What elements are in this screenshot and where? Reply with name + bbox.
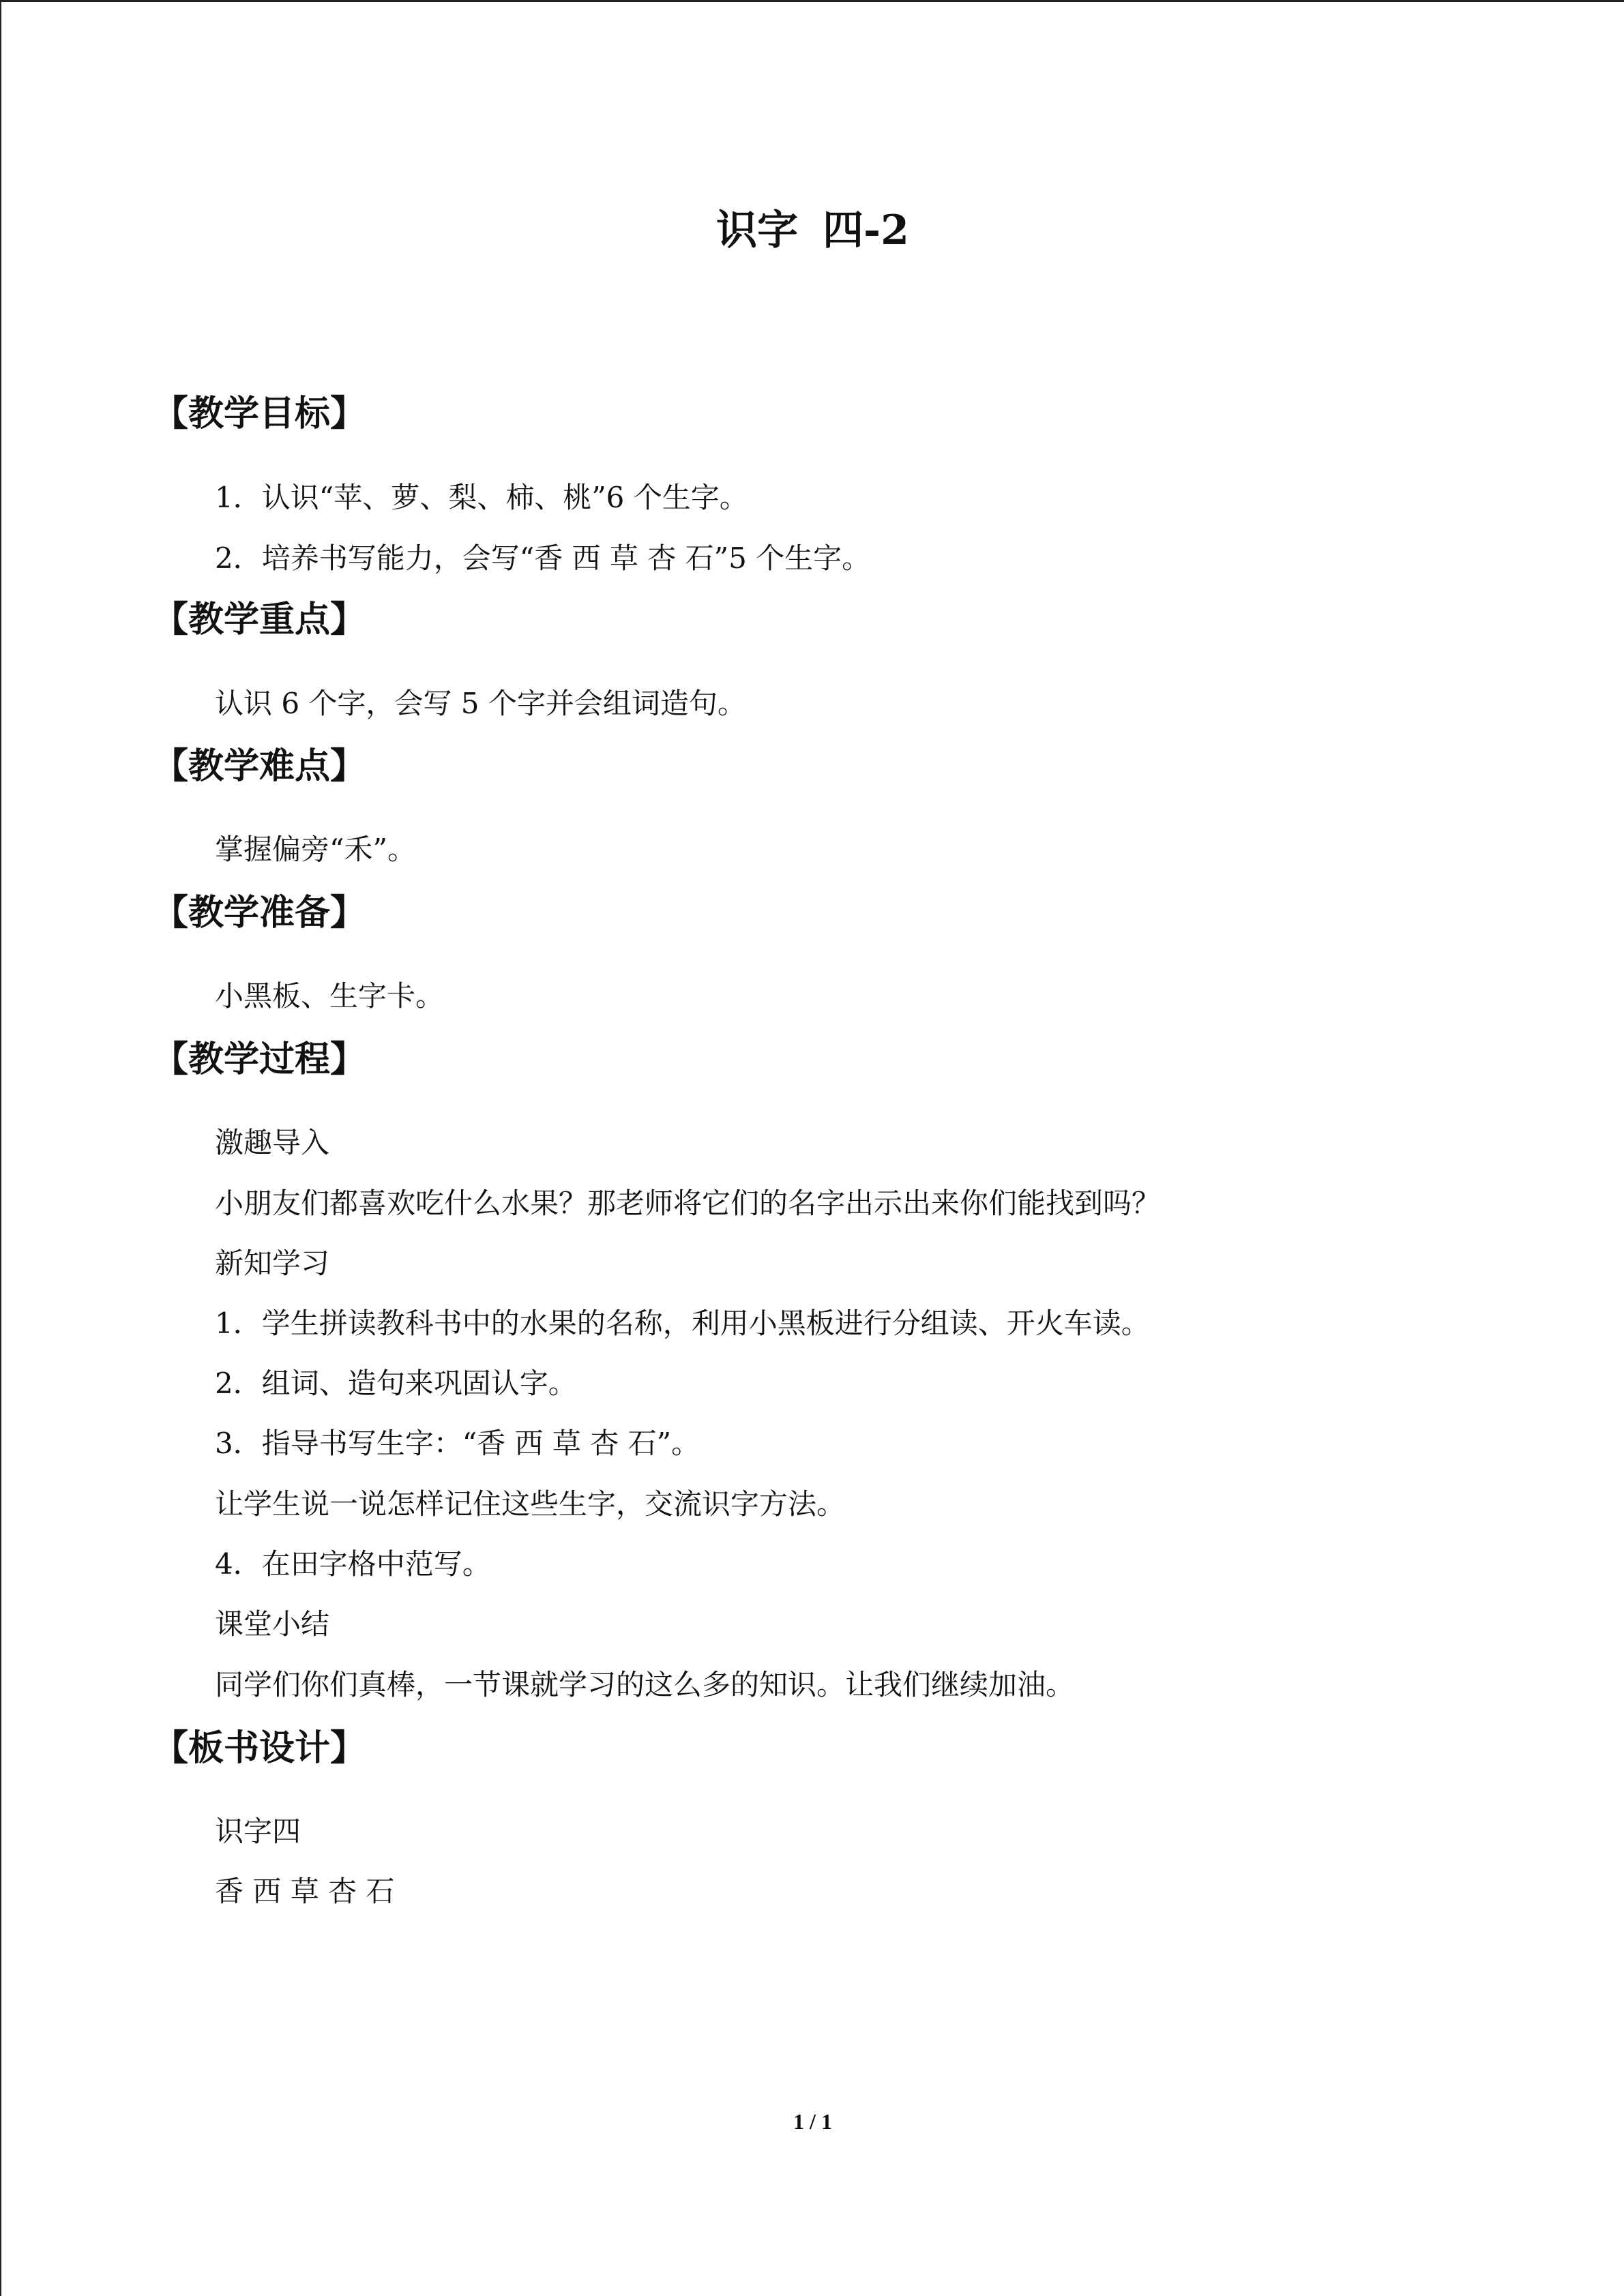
process-line-6: 3．指导书写生字：“香 西 草 杏 石”。 [215, 1427, 700, 1460]
process-line-10: 同学们你们真棒，一节课就学习的这么多的知识。让我们继续加油。 [215, 1668, 1075, 1701]
process-line-8: 4．在田字格中范写。 [215, 1547, 491, 1581]
title-sub: 四-2 [823, 207, 909, 254]
board-line-2: 香 西 草 杏 石 [215, 1875, 395, 1908]
heading-difficulties: 【教学难点】 [153, 746, 366, 787]
preparation-line-1: 小黑板、生字卡。 [215, 979, 445, 1013]
board-line-1: 识字四 [215, 1815, 301, 1848]
heading-process: 【教学过程】 [153, 1039, 366, 1080]
objective-line-1: 1．认识“苹、萝、梨、柿、桃”6 个生字。 [215, 481, 748, 514]
page-number: 1 / 1 [793, 2109, 832, 2134]
heading-key-points: 【教学重点】 [153, 599, 366, 640]
process-line-7: 让学生说一说怎样记住这些生字，交流识字方法。 [215, 1487, 846, 1521]
process-line-9: 课堂小结 [215, 1607, 330, 1641]
process-line-1: 激趣导入 [215, 1126, 330, 1159]
page-title [1, 207, 1624, 254]
title-main: 识字 [716, 207, 799, 254]
process-line-3: 新知学习 [215, 1247, 330, 1280]
key-points-line-1: 认识 6 个字，会写 5 个字并会组词造句。 [215, 687, 746, 720]
objective-line-2: 2．培养书写能力，会写“香 西 草 杏 石”5 个生字。 [215, 541, 871, 575]
process-line-4: 1．学生拼读教科书中的水果的名称，利用小黑板进行分组读、开火车读。 [215, 1307, 1150, 1340]
heading-preparation: 【教学准备】 [153, 893, 366, 934]
heading-objectives: 【教学目标】 [153, 393, 366, 434]
difficulties-line-1: 掌握偏旁“禾”。 [215, 833, 416, 866]
process-line-5: 2．组词、造句来巩固认字。 [215, 1367, 577, 1400]
heading-board: 【板书设计】 [153, 1728, 366, 1769]
process-line-2: 小朋友们都喜欢吃什么水果？那老师将它们的名字出示出来你们能找到吗？ [215, 1187, 1161, 1220]
